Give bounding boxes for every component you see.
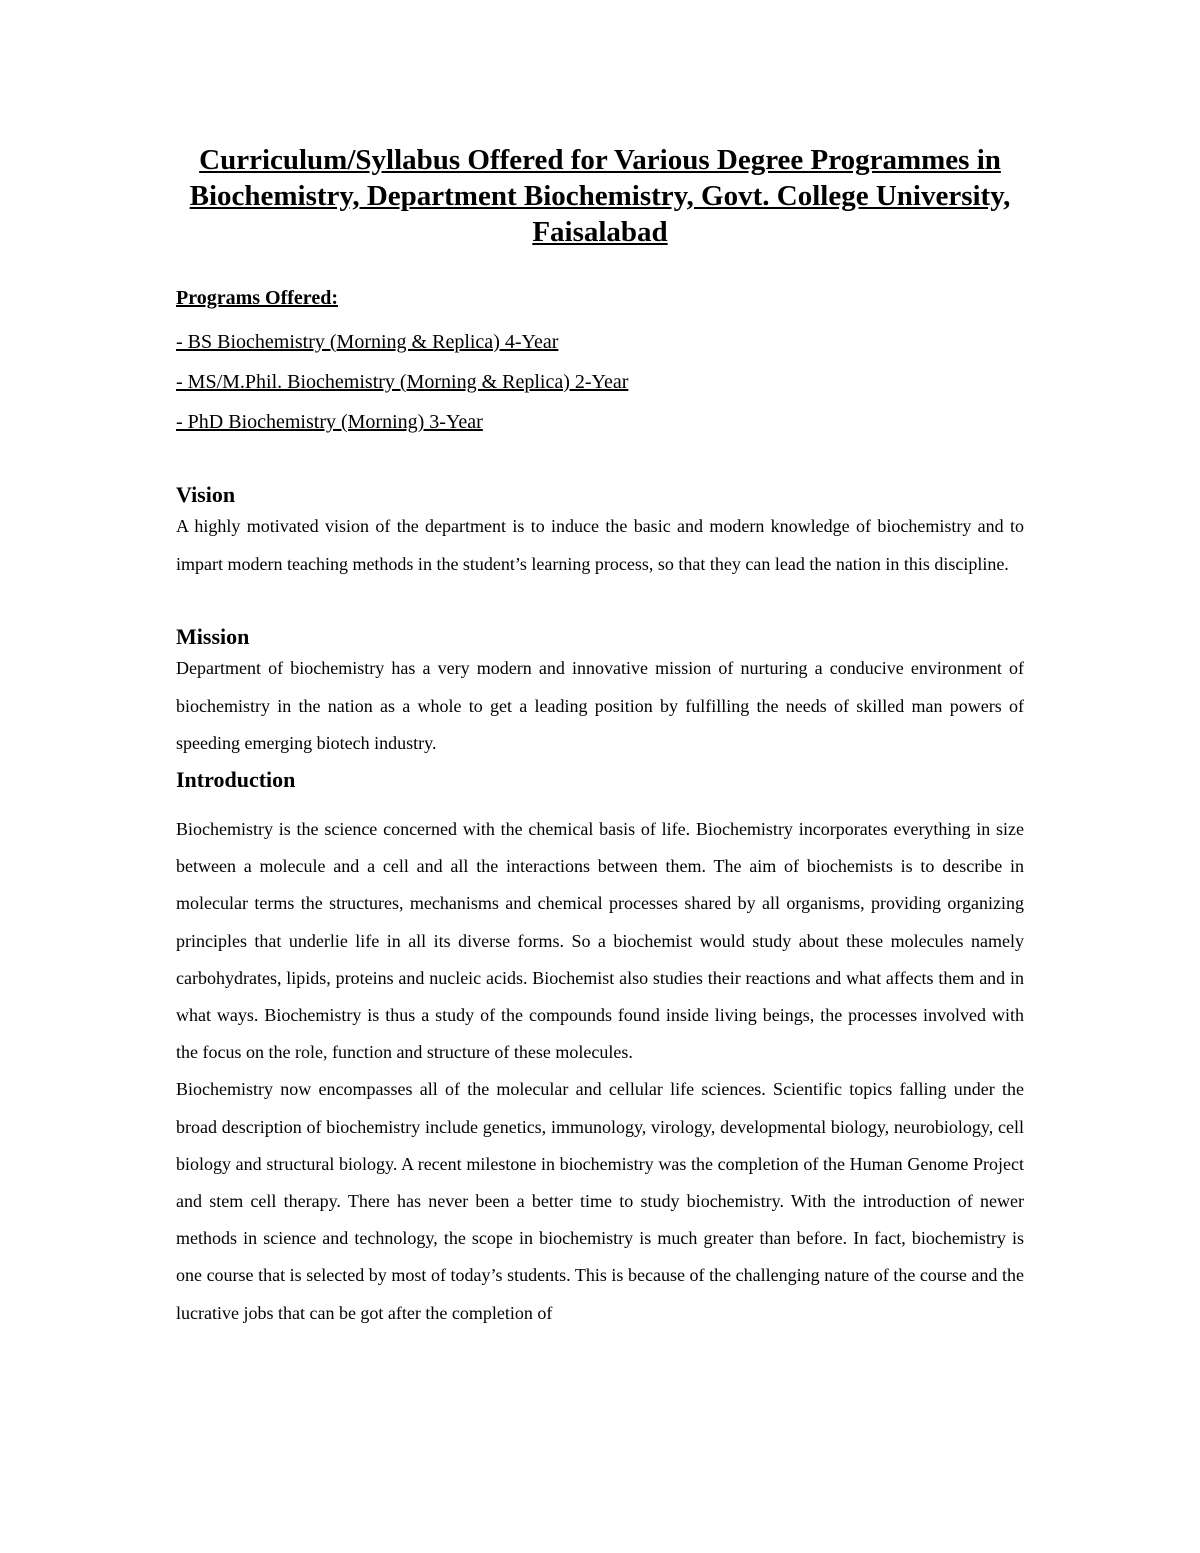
vision-section xyxy=(176,482,1024,583)
program-item-mphil: - MS/M.Phil. Biochemistry (Morning & Replica) 2-Year xyxy=(176,371,629,393)
program-item-phd: - PhD Biochemistry (Morning) 3-Year xyxy=(176,411,483,433)
programs-offered-heading: Programs Offered: xyxy=(176,287,338,309)
vision-heading: Vision xyxy=(176,482,236,507)
document-title: Curriculum/Syllabus Offered for Various Degree Programmes in Biochemistry, Department Biochemistry, Govt. College University, Faisalabad xyxy=(189,144,1011,248)
introduction-heading: Introduction xyxy=(176,767,296,792)
introduction-paragraph-1: Biochemistry is the science concerned with the chemical basis of life. Biochemistry incorporates everything in size between a molecule and a cell and all the interactions between them. The aim of biochemists is to describe in molecular terms the structures, mechanisms and chemical processes shared by all organisms, providing organizing principles that underlie life in all its diverse forms. So a biochemist would study about these molecules namely carbohydrates, lipids, proteins and nucleic acids. Biochemist also studies their reactions and what affects them and in what ways. Biochemistry is thus a study of the compounds found inside living beings, the processes involved with the focus on the role, function and structure of these molecules. xyxy=(176,819,1024,1063)
mission-heading: Mission xyxy=(176,624,250,649)
programs-offered-section xyxy=(176,286,1026,450)
program-item-bs: - BS Biochemistry (Morning & Replica) 4-Year xyxy=(176,331,559,353)
vision-text: A highly motivated vision of the department is to induce the basic and modern knowledge of biochemistry and to impart modern teaching methods in the student’s learning process, so that they can lead the nation in this discipline. xyxy=(176,516,1024,574)
introduction-section xyxy=(176,767,1024,1332)
mission-section xyxy=(176,624,1024,763)
mission-text: Department of biochemistry has a very modern and innovative mission of nurturing a conducive environment of biochemistry in the nation as a whole to get a leading position by fulfilling the needs of skilled man powers of speeding emerging biotech industry. xyxy=(176,658,1024,753)
introduction-paragraph-2: Biochemistry now encompasses all of the molecular and cellular life sciences. Scientific topics falling under the broad description of biochemistry include genetics, immunology, virology, developmental biology, neurobiology, cell biology and structural biology. A recent milestone in biochemistry was the completion of the Human Genome Project and stem cell therapy. There has never been a better time to study biochemistry. With the introduction of newer methods in science and technology, the scope in biochemistry is much greater than before. In fact, biochemistry is one course that is selected by most of today’s students. This is because of the challenging nature of the course and the lucrative jobs that can be got after the completion of xyxy=(176,1079,1024,1323)
